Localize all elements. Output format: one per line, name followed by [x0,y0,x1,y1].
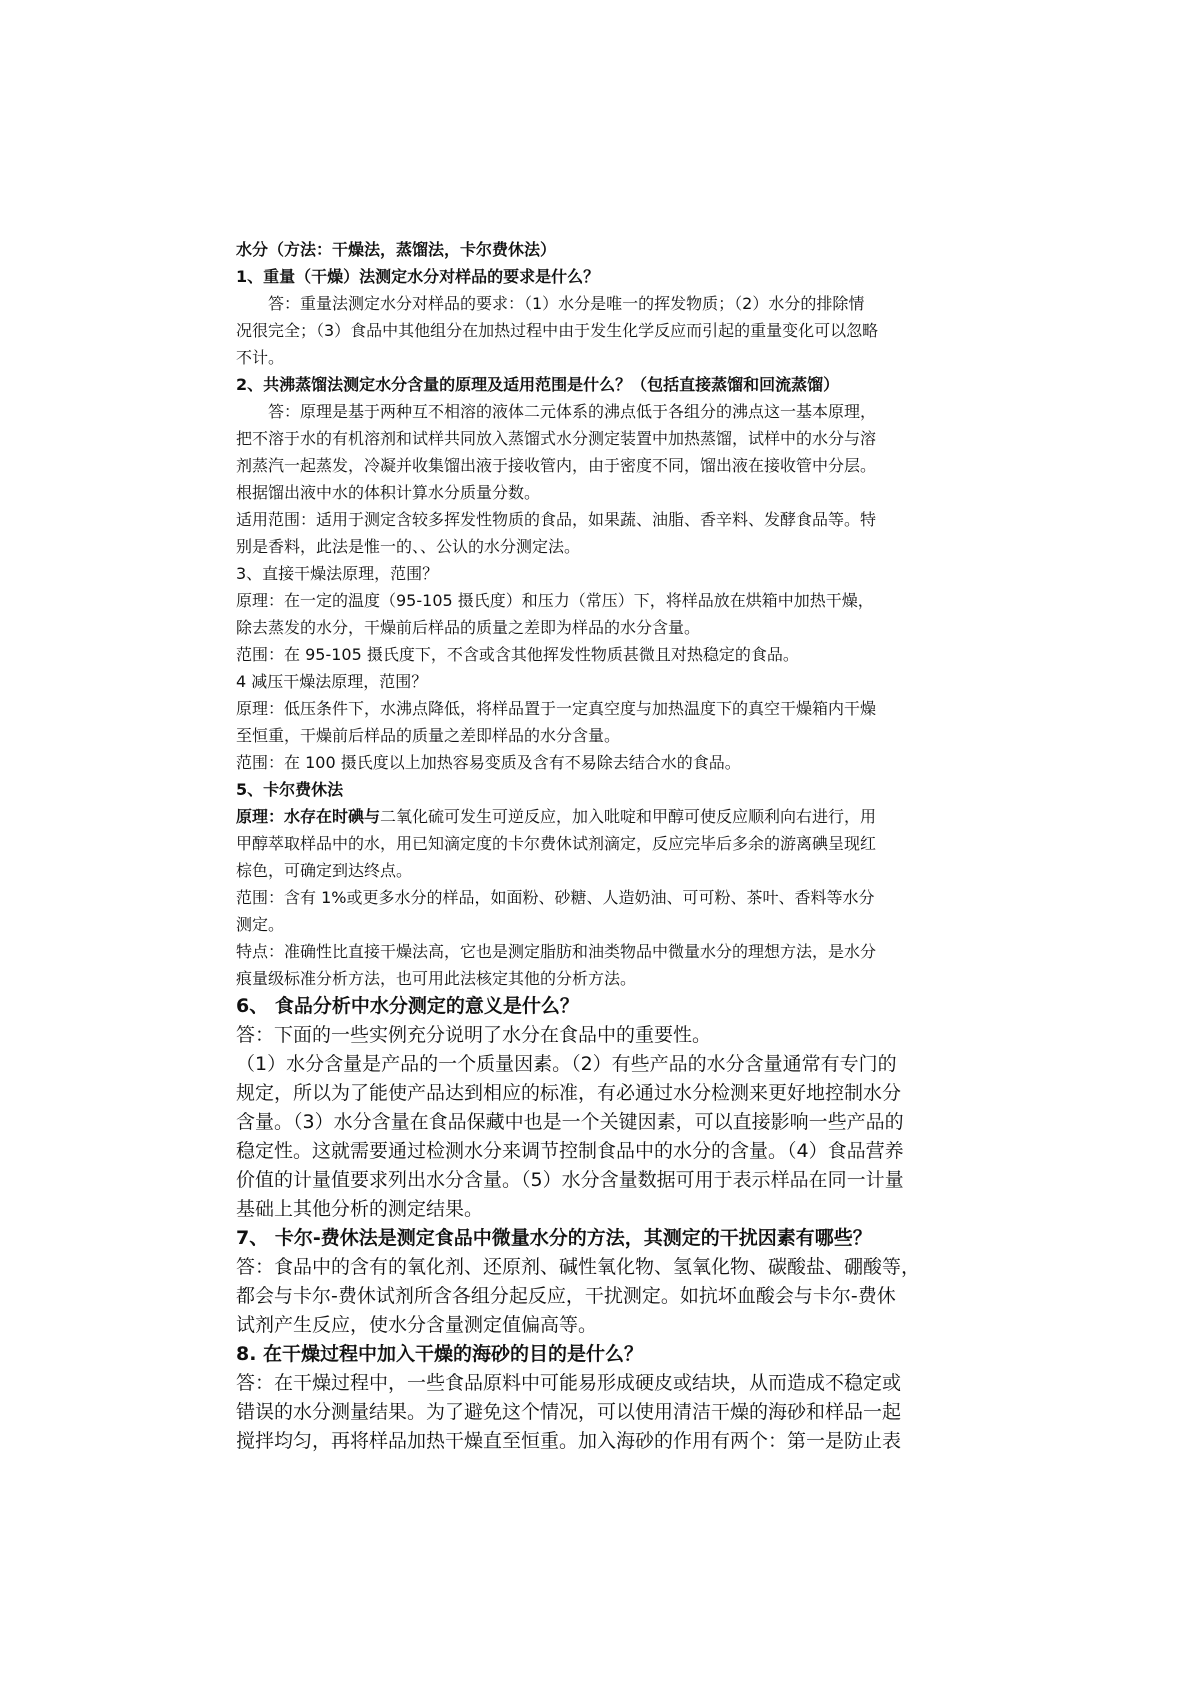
answer-8-line: 答：在干燥过程中，一些食品原料中可能易形成硬皮或结块，从而造成不稳定或 [236,1372,902,1394]
answer-5-first-line [236,803,960,830]
question-6-heading: 6、 食品分析中水分测定的意义是什么？ [236,995,579,1017]
answer-7-line: 都会与卡尔-费休试剂所含各组分起反应，干扰测定。如抗坏血酸会与卡尔-费休 [236,1285,896,1307]
answer-1-line: 不计。 [236,348,285,367]
question-8-heading: 8. 在干燥过程中加入干燥的海砂的目的是什么？ [236,1343,644,1365]
answer-5-line: 痕量级标准分析方法，也可用此法核定其他的分析方法。 [236,969,637,988]
question-2-heading: 2、共沸蒸馏法测定水分含量的原理及适用范围是什么？（包括直接蒸馏和回流蒸馏） [236,375,840,394]
answer-3-line: 原理：在一定的温度（95-105 摄氏度）和压力（常压）下，将样品放在烘箱中加热干燥， [236,591,874,610]
answer-2-line: 剂蒸汽一起蒸发，冷凝并收集馏出液于接收管内，由于密度不同，馏出液在接收管中分层。 [236,456,877,475]
answer-5-lead-rest: 二氧化硫可发生可逆反应，加入吡啶和甲醇可使反应顺利向右进行，用 [380,807,877,826]
answer-6-line: 含量。（3）水分含量在食品保藏中也是一个关键因素，可以直接影响一些产品的 [236,1111,904,1133]
answer-5-line: 测定。 [236,915,285,934]
answer-8-line: 搅拌均匀，再将样品加热干燥直至恒重。加入海砂的作用有两个：第一是防止表 [236,1430,902,1452]
answer-7-line: 试剂产生反应，使水分含量测定值偏高等。 [236,1314,598,1336]
answer-1-line: 答：重量法测定水分对样品的要求：（1）水分是唯一的挥发物质；（2）水分的排除情 [268,294,865,313]
answer-4-line: 范围：在 100 摄氏度以上加热容易变质及含有不易除去结合水的食品。 [236,753,741,772]
question-5-heading: 5、卡尔费休法 [236,780,344,799]
question-3-heading: 3、直接干燥法原理，范围？ [236,564,439,583]
answer-5-bold-lead: 原理：水存在时碘与 [236,807,381,826]
answer-1-line: 况很完全；（3）食品中其他组分在加热过程中由于发生化学反应而引起的重量变化可以忽略 [236,321,879,340]
answer-5-line: 范围：含有 1%或更多水分的样品，如面粉、砂糖、人造奶油、可可粉、茶叶、香料等水分 [236,888,875,907]
answer-6-line: （1）水分含量是产品的一个质量因素。（2）有些产品的水分含量通常有专门的 [236,1053,897,1075]
answer-6-line: 答：下面的一些实例充分说明了水分在食品中的重要性。 [236,1024,712,1046]
answer-3-line: 除去蒸发的水分，干燥前后样品的质量之差即为样品的水分含量。 [236,618,701,637]
answer-2-line: 适用范围：适用于测定含较多挥发性物质的食品，如果蔬、油脂、香辛料、发酵食品等。特 [236,510,877,529]
answer-2-line: 把不溶于水的有机溶剂和试样共同放入蒸馏式水分测定装置中加热蒸馏，试样中的水分与溶 [236,429,877,448]
answer-6-line: 价值的计量值要求列出水分含量。（5）水分含量数据可用于表示样品在同一计量 [236,1169,904,1191]
document-body [236,236,960,1456]
answer-5-line: 甲醇萃取样品中的水，用已知滴定度的卡尔费休试剂滴定，反应完毕后多余的游离碘呈现红 [236,834,877,853]
answer-8-line: 错误的水分测量结果。为了避免这个情况，可以使用清洁干燥的海砂和样品一起 [236,1401,902,1423]
answer-6-line: 基础上其他分析的测定结果。 [236,1198,484,1220]
question-7-heading: 7、 卡尔-费休法是测定食品中微量水分的方法，其测定的干扰因素有哪些？ [236,1227,872,1249]
answer-4-line: 至恒重，干燥前后样品的质量之差即样品的水分含量。 [236,726,621,745]
answer-2-line: 根据馏出液中水的体积计算水分质量分数。 [236,483,541,502]
answer-5-line: 棕色，可确定到达终点。 [236,861,413,880]
question-4-heading: 4 减压干燥法原理，范围？ [236,672,428,691]
answer-5-line: 特点：准确性比直接干燥法高，它也是测定脂肪和油类物品中微量水分的理想方法，是水分 [236,942,877,961]
answer-2-line: 别是香料，此法是惟一的、、公认的水分测定法。 [236,537,581,556]
document-title: 水分（方法：干燥法，蒸馏法，卡尔费休法） [236,240,557,259]
answer-6-line: 稳定性。这就需要通过检测水分来调节控制食品中的水分的含量。（4）食品营养 [236,1140,904,1162]
answer-3-line: 范围：在 95-105 摄氏度下，不含或含其他挥发性物质甚微且对热稳定的食品。 [236,645,799,664]
answer-4-line: 原理：低压条件下，水沸点降低，将样品置于一定真空度与加热温度下的真空干燥箱内干燥 [236,699,877,718]
answer-6-line: 规定，所以为了能使产品达到相应的标准，有必通过水分检测来更好地控制水分 [236,1082,902,1104]
question-1-heading: 1、重量（干燥）法测定水分对样品的要求是什么？ [236,267,600,286]
answer-2-line: 答：原理是基于两种互不相溶的液体二元体系的沸点低于各组分的沸点这一基本原理， [268,402,877,421]
answer-7-line: 答：食品中的含有的氧化剂、还原剂、碱性氧化物、氢氧化物、碳酸盐、硼酸等， [236,1256,921,1278]
